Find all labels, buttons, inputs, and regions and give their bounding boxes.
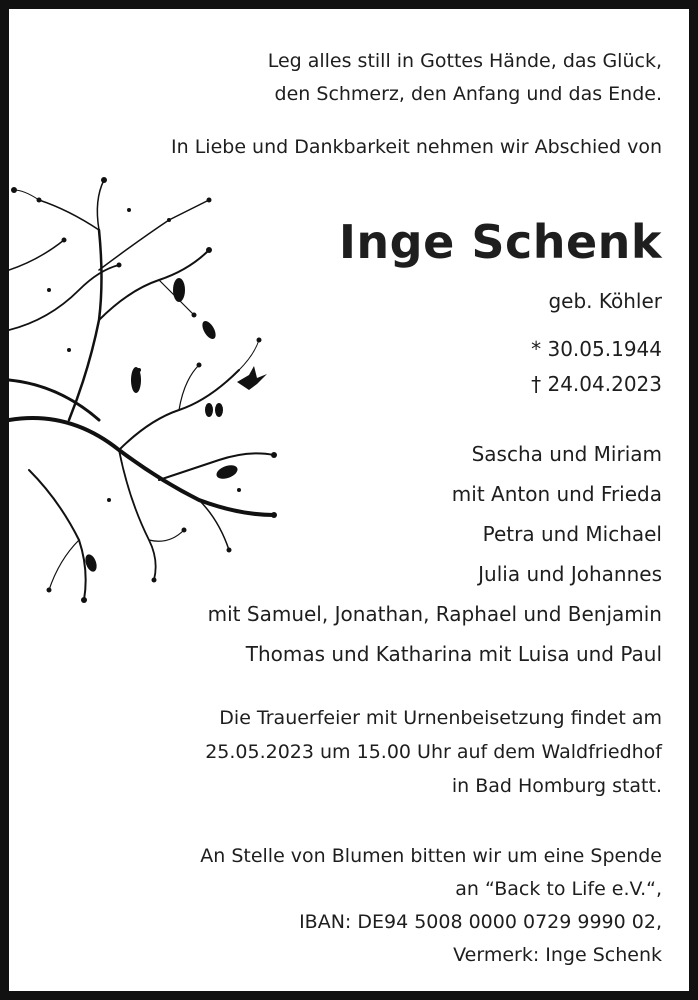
family-line-3: Petra und Michael — [482, 522, 662, 546]
donation-line-2: an “Back to Life e.V.“, — [455, 878, 662, 900]
maiden-name: geb. Köhler — [548, 289, 662, 313]
deceased-name: Inge Schenk — [338, 215, 662, 269]
family-line-6: Thomas und Katharina mit Luisa und Paul — [245, 642, 662, 666]
funeral-line-1: Die Trauerfeier mit Urnenbeisetzung findet am — [219, 707, 662, 729]
family-line-4: Julia und Johannes — [478, 562, 662, 586]
donation-line-1: An Stelle von Blumen bitten wir um eine Spende — [200, 845, 662, 867]
verse-line-2: den Schmerz, den Anfang und das Ende. — [274, 83, 662, 105]
verse-line-1: Leg alles still in Gottes Hände, das Glück, — [267, 50, 662, 72]
intro-text: In Liebe und Dankbarkeit nehmen wir Abschied von — [171, 136, 662, 158]
family-line-5: mit Samuel, Jonathan, Raphael und Benjamin — [207, 602, 662, 626]
death-date: † 24.04.2023 — [531, 372, 662, 396]
birth-date: * 30.05.1944 — [531, 337, 662, 361]
tree-with-birds-illustration — [9, 170, 289, 610]
donation-line-4: Vermerk: Inge Schenk — [453, 944, 662, 966]
funeral-line-2: 25.05.2023 um 15.00 Uhr auf dem Waldfriedhof — [205, 741, 662, 763]
family-line-2: mit Anton und Frieda — [451, 482, 662, 506]
funeral-line-3: in Bad Homburg statt. — [451, 775, 662, 797]
family-line-1: Sascha und Miriam — [471, 442, 662, 466]
donation-line-3: IBAN: DE94 5008 0000 0729 9990 02, — [299, 911, 662, 933]
